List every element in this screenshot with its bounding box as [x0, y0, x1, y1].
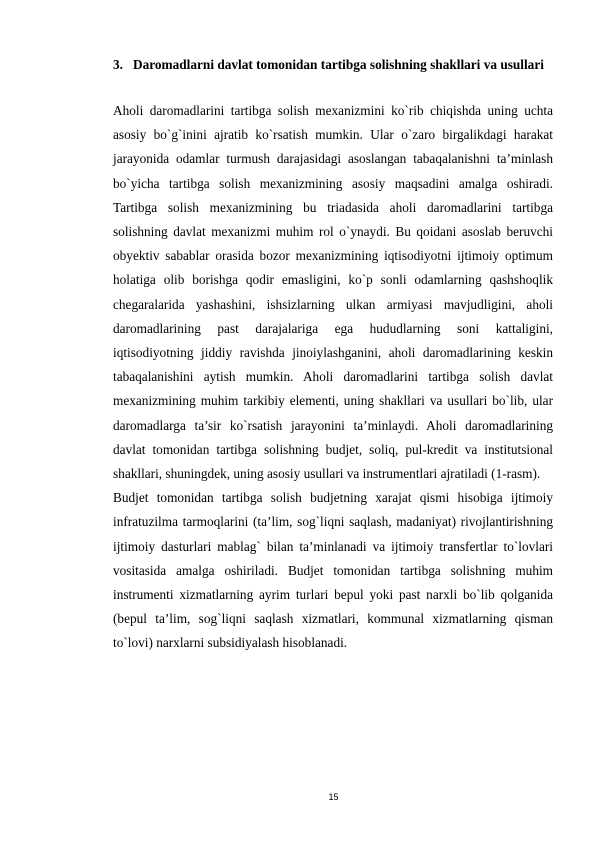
section-number: 3. — [113, 57, 123, 72]
body-text — [113, 99, 553, 656]
paragraph-2: Budjet tomonidan tartibga solish budjetning xarajat qismi hisobiga ijtimoiy infratuzilma tarmoqlarini (ta’lim, sog`liqni saqlash, madaniyat) rivojlantirishning ijtimoiy dasturlari mablag` bilan ta’minlanadi va ijtimoiy transfertlar to`lovlari vositasida amalga oshiriladi. Budjet tomonidan tartibga solishning muhim instrumenti xizmatlarning ayrim turlari bepul yoki past narxli bo`lib qolganida (bepul ta’lim, sog`liqni saqlash xizmatlari, kommunal xizmatlarning qisman to`lovi) narxlarni subsidiyalash hisoblanadi. — [113, 490, 553, 651]
section-title: Daromadlarni davlat tomonidan tartibga solishning shakllari va usullari — [133, 57, 544, 72]
page-number: 15 — [328, 792, 339, 802]
section-heading — [113, 53, 553, 77]
paragraph-1: Aholi daromadlarini tartibga solish mexanizmini ko`rib chiqishda uning uchta asosiy bo`g`inini ajratib ko`rsatish mumkin. Ular o`zaro birgalikdagi harakat jarayonida odamlar turmush darajasidagi asoslangan tabaqalanishni ta’minlash bo`yicha tartibga solish mexanizmining asosiy maqsadini amalga oshiradi. Tartibga solish mexanizmining bu triadasida aholi daromadlarini tartibga solishning davlat mexanizmi muhim rol o`ynaydi. Bu qoidani asoslab beruvchi obyektiv sabablar orasida bozor mexanizmining iqtisodiyotni ijtimoiy optimum holatiga olib borishga qodir emasligini, ko`p sonli odamlarning qashshoqlik chegaralarida yashashini, ishsizlarning ulkan armiyasi mavjudligini, aholi daromadlarining past darajalariga ega hududlarning soni kattaligini, iqtisodiyotning jiddiy ravishda jinoiylashganini, aholi daromadlarining keskin tabaqalanishini aytish mumkin. Aholi daromadlarini tartibga solish davlat mexanizmining muhim tarkibiy elementi, uning shakllari va usullari bo`lib, ular daromadlarga ta’sir ko`rsatish jarayonini ta’minlaydi. Aholi daromadlarining davlat tomonidan tartibga solishning budjet, soliq, pul-kredit va institutsional shakllari, shuningdek, uning asosiy usullari va instrumentlari ajratiladi (1-rasm). — [113, 103, 553, 482]
